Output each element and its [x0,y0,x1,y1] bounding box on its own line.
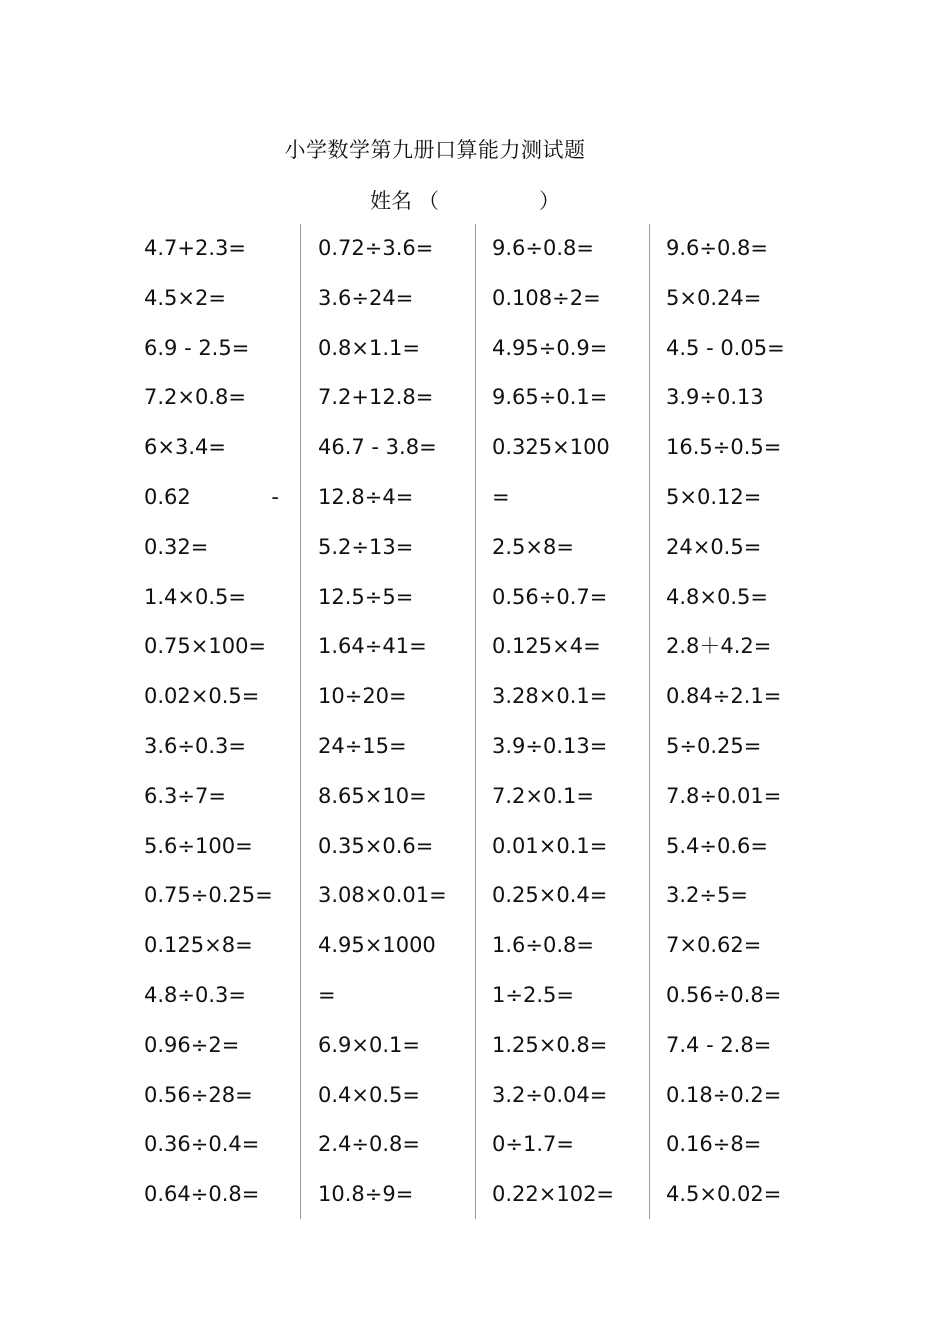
problem-item: 0.56÷28= [144,1082,253,1107]
column-divider [300,224,301,1219]
problem-column-3 [492,232,614,1228]
problem-item: 6.3÷7= [144,783,226,808]
problem-item: 7.8÷0.01= [666,783,782,808]
problem-item: 7.2×0.8= [144,385,246,410]
problem-item: 7.2+12.8= [318,385,434,410]
problem-item: 4.95×1000 [318,933,436,958]
problem-item: 3.2÷5= [666,883,748,908]
problem-item: 5.2÷13= [318,534,414,559]
problem-item: 0.16÷8= [666,1132,762,1157]
problem-item: 4.5×0.02= [666,1182,782,1207]
page-title: 小学数学第九册口算能力测试题 [284,138,586,162]
problem-item: 5.4÷0.6= [666,833,768,858]
problem-item: 1.4×0.5= [144,584,246,609]
problem-item: 3.2÷0.04= [492,1082,608,1107]
problem-item: 0.36÷0.4= [144,1132,260,1157]
problem-item: 24÷15= [318,733,407,758]
problem-item: 0.64÷0.8= [144,1182,260,1207]
name-field [370,185,560,215]
problem-item: 10.8÷9= [318,1182,414,1207]
problem-item: 0÷1.7= [492,1132,574,1157]
name-label: 姓名 [370,189,412,213]
problem-item: 2.4÷0.8= [318,1132,420,1157]
problem-item: 6×3.4= [144,435,226,460]
problem-item: 2.8＋4.2= [666,634,772,659]
problem-item [144,481,279,531]
problem-item: 3.6÷24= [318,285,414,310]
problem-item: 8.65×10= [318,783,427,808]
problem-item: 0.325×100 [492,435,610,460]
problem-item: 0.56÷0.7= [492,584,608,609]
problem-item: 0.25×0.4= [492,883,608,908]
problem-item: 46.7 - 3.8= [318,435,437,460]
problem-item: 24×0.5= [666,534,762,559]
name-paren-open: （ [418,189,439,213]
problem-item: = [318,982,336,1007]
problem-item: 0.4×0.5= [318,1082,420,1107]
problem-item: 0.22×102= [492,1182,615,1207]
column-divider [649,224,650,1219]
problem-item: 6.9 - 2.5= [144,335,250,360]
problem-item: 2.5×8= [492,534,574,559]
problem-column-4 [666,232,785,1228]
problem-item: 0.18÷0.2= [666,1082,782,1107]
problem-item: 1.25×0.8= [492,1032,608,1057]
problem-item: 9.6÷0.8= [666,236,768,260]
problem-item: 6.9×0.1= [318,1032,420,1057]
problem-item: 9.65÷0.1= [492,385,608,410]
problem-item: 4.5×2= [144,285,226,310]
problem-item: 5×0.12= [666,484,762,509]
problem-item: 7.4 - 2.8= [666,1032,772,1057]
problem-item: 3.08×0.01= [318,883,447,908]
problem-item: 4.8÷0.3= [144,982,246,1007]
problem-item: 9.6÷0.8= [492,236,594,260]
problem-item: 0.35×0.6= [318,833,434,858]
problem-item: 0.108÷2= [492,285,601,310]
problem-item: 7.2×0.1= [492,783,594,808]
problem-operator: - [271,484,279,509]
problem-column-1 [144,232,279,1228]
problem-item: 5.6÷100= [144,833,253,858]
problem-item: 3.28×0.1= [492,684,608,709]
problem-item: 0.56÷0.8= [666,982,782,1007]
problem-item: 3.6÷0.3= [144,733,246,758]
problem-item: 4.7+2.3= [144,236,246,260]
problem-item: 3.9÷0.13= [492,733,608,758]
problem-text: 0.62 [144,484,191,509]
problem-item: 0.125×8= [144,933,253,958]
problem-item: 1.64÷41= [318,634,427,659]
problem-item: 1÷2.5= [492,982,574,1007]
problem-item: 16.5÷0.5= [666,435,782,460]
problem-item: 4.95÷0.9= [492,335,608,360]
problem-item: 0.84÷2.1= [666,684,782,709]
problem-item: 4.5 - 0.05= [666,335,785,360]
problem-item: 5×0.24= [666,285,762,310]
problem-item: 3.9÷0.13 [666,385,764,410]
problem-item: 1.6÷0.8= [492,933,594,958]
problem-item: 0.72÷3.6= [318,236,434,260]
problem-item: 12.8÷4= [318,484,414,509]
problem-item: 7×0.62= [666,933,762,958]
column-divider [475,224,476,1219]
problem-item: 0.96÷2= [144,1032,240,1057]
problem-item: 0.75×100= [144,634,267,659]
problem-item: 0.125×4= [492,634,601,659]
problem-item: 4.8×0.5= [666,584,768,609]
problem-item: 0.01×0.1= [492,833,608,858]
problem-item: 0.8×1.1= [318,335,420,360]
problem-item: = [492,484,510,509]
problem-item: 0.75÷0.25= [144,883,273,908]
problem-item: 5÷0.25= [666,733,762,758]
name-paren-close: ） [539,189,560,213]
problem-item: 0.32= [144,534,209,559]
problem-item: 12.5÷5= [318,584,414,609]
problem-item: 10÷20= [318,684,407,709]
problem-item: 0.02×0.5= [144,684,260,709]
problem-column-2 [318,232,447,1228]
